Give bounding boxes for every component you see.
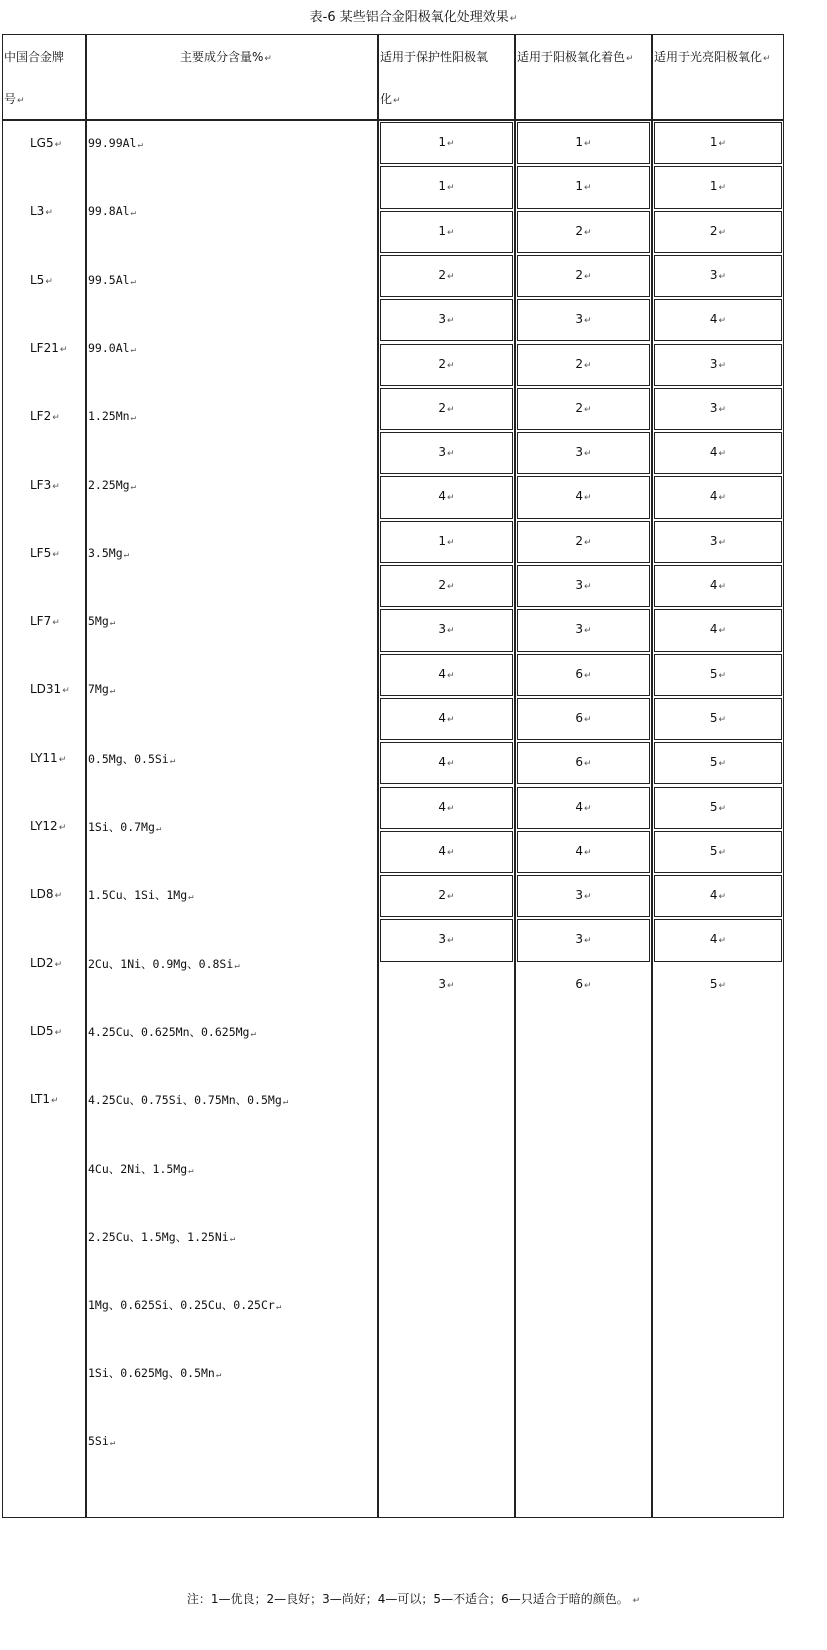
- rating-value: 5↵: [709, 710, 727, 725]
- composition-cell: 2.25Mg↵: [88, 477, 136, 492]
- rating-value: 6↵: [575, 710, 592, 725]
- rating-value: 3↵: [575, 622, 592, 637]
- rating-value: 2↵: [438, 888, 455, 903]
- grade-cell: LD5↵: [30, 1023, 63, 1038]
- rating-value: 6↵: [575, 976, 592, 991]
- rating-value: 4↵: [438, 710, 455, 725]
- rating-value: 1↵: [438, 179, 455, 194]
- header-grade-line1: 中国合金牌: [4, 50, 65, 64]
- grade-cell: LF3↵: [30, 477, 60, 492]
- rating-value: 5↵: [709, 843, 727, 858]
- composition-cell: 1Mg、0.625Si、0.25Cu、0.25Cr↵: [88, 1298, 282, 1313]
- grade-cell: LY12↵: [30, 819, 67, 833]
- rating-value: 3↵: [709, 400, 727, 415]
- rating-value: 3↵: [575, 445, 592, 460]
- composition-cell: 0.5Mg、0.5Si↵: [88, 751, 176, 766]
- rating-value: 4↵: [709, 888, 727, 903]
- composition-cell: 99.99Al↵: [88, 136, 143, 150]
- rating-value: 1↵: [438, 135, 455, 149]
- rating-value: 4↵: [709, 622, 727, 637]
- rating-value: 2↵: [575, 356, 592, 371]
- rating-value: 3↵: [709, 356, 727, 371]
- rating-value: 4↵: [709, 445, 727, 460]
- rating-value: 6↵: [575, 755, 592, 770]
- composition-cell: 1.5Cu、1Si、1Mg↵: [88, 888, 194, 903]
- rating-value: 3↵: [438, 445, 455, 460]
- rating-value: 3↵: [575, 312, 592, 327]
- rating-value: 3↵: [438, 312, 455, 327]
- rating-value: 3↵: [709, 267, 727, 282]
- rating-value: 4↵: [438, 755, 455, 770]
- composition-cell: 99.5Al↵: [88, 272, 136, 287]
- header-bright: [652, 34, 784, 120]
- grade-cell: L5↵: [30, 272, 53, 287]
- composition-cell: 5Mg↵: [88, 614, 116, 629]
- rating-value: 4↵: [709, 932, 727, 947]
- grade-cell: LD8↵: [30, 887, 63, 902]
- header-protective-line2: 化↵: [380, 92, 401, 106]
- rating-value: 3↵: [575, 578, 592, 592]
- grade-cell: LF21↵: [30, 340, 68, 355]
- header-grade: [2, 34, 86, 120]
- header-composition-label: 主要成分含量%↵: [180, 50, 272, 64]
- rating-value: 5↵: [709, 976, 727, 991]
- rating-value: 2↵: [438, 578, 455, 592]
- header-protective: [378, 34, 515, 120]
- composition-cell: 5Si↵: [88, 1433, 116, 1448]
- rating-value: 4↵: [438, 843, 455, 858]
- composition-cell: 1Si、0.7Mg↵: [88, 820, 162, 834]
- rating-value: 2↵: [438, 267, 455, 282]
- rating-value: 2↵: [575, 533, 592, 548]
- composition-cell: 7Mg↵: [88, 682, 116, 697]
- rating-value: 2↵: [709, 223, 727, 238]
- composition-cell: 2.25Cu、1.5Mg、1.25Ni↵: [88, 1229, 236, 1244]
- composition-cell: 4Cu、2Ni、1.5Mg↵: [88, 1161, 194, 1176]
- footnote: 注：1—优良；2—良好；3—尚好；4—可以；5—不适合；6—只适合于暗的颜色。 ↵: [186, 1592, 641, 1606]
- grade-cell: L3↵: [30, 204, 53, 219]
- grade-cell: LG5↵: [30, 136, 63, 150]
- table-title: 表-6 某些铝合金阳极氧化处理效果↵: [309, 10, 518, 25]
- rating-value: 1↵: [575, 179, 592, 194]
- rating-value: 3↵: [709, 533, 727, 548]
- grade-cell: LF5↵: [30, 545, 60, 560]
- rating-value: 4↵: [709, 578, 727, 592]
- rating-value: 2↵: [438, 356, 455, 371]
- rating-value: 4↵: [709, 489, 727, 504]
- rating-value: 5↵: [709, 666, 727, 681]
- rating-value: 4↵: [709, 312, 727, 327]
- grade-cell: LF2↵: [30, 409, 60, 424]
- rating-value: 4↵: [575, 489, 592, 504]
- rating-value: 3↵: [575, 888, 592, 903]
- composition-cell: 2Cu、1Ni、0.9Mg、0.8Si↵: [88, 956, 240, 971]
- composition-cell: 1Si、0.625Mg、0.5Mn↵: [88, 1366, 222, 1381]
- rating-value: 3↵: [438, 932, 455, 947]
- rating-value: 1↵: [575, 135, 592, 149]
- composition-cell: 4.25Cu、0.625Mn、0.625Mg↵: [88, 1024, 256, 1039]
- rating-value: 2↵: [438, 400, 455, 415]
- header-grade-line2: 号↵: [4, 92, 25, 106]
- rating-value: 1↵: [709, 135, 727, 149]
- header-composition: [86, 34, 378, 120]
- rating-value: 3↵: [438, 976, 455, 991]
- rating-value: 5↵: [709, 799, 727, 814]
- rating-value: 6↵: [575, 666, 592, 681]
- composition-cell: 3.5Mg↵: [88, 545, 130, 560]
- rating-value: 3↵: [438, 622, 455, 637]
- grade-cell: LY11↵: [30, 750, 67, 765]
- rating-value: 4↵: [575, 799, 592, 814]
- header-protective-line1: 适用于保护性阳极氧: [380, 50, 489, 64]
- grade-cell: LD31↵: [30, 682, 70, 697]
- composition-cell: 99.0Al↵: [88, 340, 136, 355]
- rating-value: 2↵: [575, 267, 592, 282]
- composition-cell: 4.25Cu、0.75Si、0.75Mn、0.5Mg↵: [88, 1093, 289, 1108]
- grade-cell: LT1↵: [30, 1092, 59, 1107]
- rating-value: 1↵: [438, 223, 455, 238]
- rating-value: 2↵: [575, 223, 592, 238]
- grade-cell: LF7↵: [30, 614, 60, 629]
- rating-value: 5↵: [709, 755, 727, 770]
- grade-cell: LD2↵: [30, 955, 63, 970]
- header-coloring-label: 适用于阳极氧化着色↵: [517, 50, 634, 64]
- header-bright-label: 适用于光亮阳极氧化↵: [654, 50, 771, 64]
- composition-cell: 1.25Mn↵: [88, 409, 136, 424]
- rating-value: 4↵: [438, 799, 455, 814]
- rating-value: 2↵: [575, 400, 592, 415]
- rating-value: 1↵: [438, 533, 455, 548]
- rating-value: 4↵: [438, 666, 455, 681]
- rating-value: 4↵: [438, 489, 455, 504]
- composition-cell: 99.8Al↵: [88, 204, 136, 219]
- header-coloring: [515, 34, 652, 120]
- rating-value: 4↵: [575, 843, 592, 858]
- rating-value: 1↵: [709, 179, 727, 194]
- rating-value: 3↵: [575, 932, 592, 947]
